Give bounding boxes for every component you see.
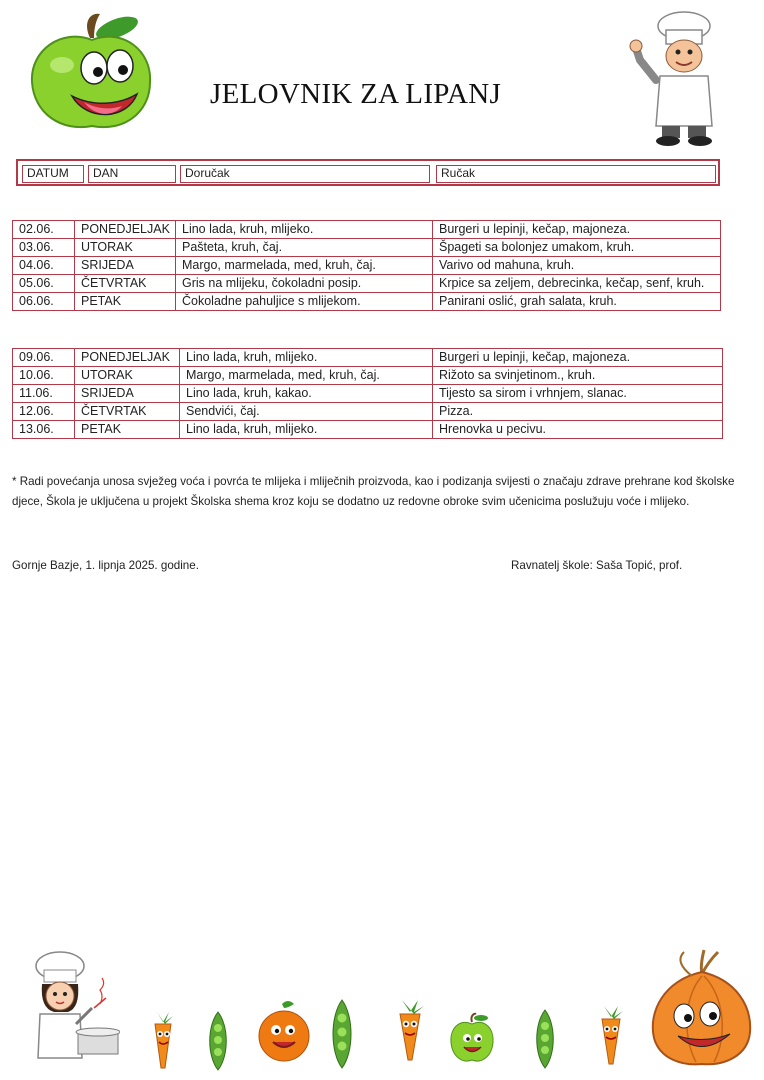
lunch-cell: Tijesto sa sirom i vrhnjem, slanac. [433,385,723,403]
date-cell: 11.06. [13,385,75,403]
lunch-cell: Pizza. [433,403,723,421]
day-cell: UTORAK [75,239,176,257]
lunch-cell: Špageti sa bolonjez umakom, kruh. [433,239,721,257]
header-datum: DATUM [22,165,84,183]
date-cell: 12.06. [13,403,75,421]
school-scheme-note: * Radi povećanja unosa svježeg voća i povrća te mlijeka i mliječnih proizvoda, kao i podizanja svijesti o značaju zdrave prehrane kod školske djece, Škola je uključena u projekt Školska shema kroz koju se dodatno uz redovne obroke svim učenicima poslužuju voće i mlijeko. [12,475,735,508]
breakfast-cell: Lino lada, kruh, mlijeko. [180,349,433,367]
day-cell: PETAK [75,293,176,311]
pea-pod-icon [530,1008,560,1070]
lunch-cell: Hrenovka u pecivu. [433,421,723,439]
orange-icon [256,998,312,1064]
breakfast-cell: Gris na mlijeku, čokoladni posip. [176,275,433,293]
principal-signature: Ravnatelj škole: Saša Topić, prof. [511,559,683,572]
carrot-icon [590,1002,632,1066]
header-rucak: Ručak [436,165,716,183]
menu-table-week2 [12,348,723,439]
table-row [13,421,723,439]
table-row [13,221,721,239]
lunch-cell: Panirani oslić, grah salata, kruh. [433,293,721,311]
date-cell: 09.06. [13,349,75,367]
table-row [13,367,723,385]
apple-mascot-icon [22,10,162,135]
table-row [13,275,721,293]
page-title: JELOVNIK ZA LIPANJ [210,78,502,110]
header-dan: DAN [88,165,176,183]
breakfast-cell: Margo, marmelada, med, kruh, čaj. [176,257,433,275]
column-header-bar [16,159,720,186]
day-cell: SRIJEDA [75,385,180,403]
date-cell: 05.06. [13,275,75,293]
table-row [13,385,723,403]
date-cell: 06.06. [13,293,75,311]
pea-pod-icon [326,998,358,1070]
lunch-cell: Varivo od mahuna, kruh. [433,257,721,275]
lunch-cell: Burgeri u lepinji, kečap, majoneza. [433,221,721,239]
day-cell: ČETVRTAK [75,403,180,421]
table-row [13,349,723,367]
table-row [13,239,721,257]
apple-icon [448,1012,496,1064]
date-cell: 13.06. [13,421,75,439]
day-cell: PONEDJELJAK [75,221,176,239]
lunch-cell: Rižoto sa svinjetinom., kruh. [433,367,723,385]
breakfast-cell: Lino lada, kruh, kakao. [180,385,433,403]
date-cell: 03.06. [13,239,75,257]
header-dorucak: Doručak [180,165,430,183]
breakfast-cell: Čokoladne pahuljice s mlijekom. [176,293,433,311]
date-cell: 02.06. [13,221,75,239]
breakfast-cell: Pašteta, kruh, čaj. [176,239,433,257]
carrot-icon [143,1008,183,1070]
table-row [13,293,721,311]
onion-mascot-icon [644,946,756,1070]
pea-pod-icon [203,1010,233,1072]
date-cell: 04.06. [13,257,75,275]
chef-cooking-icon [20,948,120,1060]
breakfast-cell: Lino lada, kruh, mlijeko. [180,421,433,439]
day-cell: UTORAK [75,367,180,385]
carrot-icon [388,996,432,1062]
chef-thumbs-up-icon [626,8,726,148]
day-cell: PONEDJELJAK [75,349,180,367]
breakfast-cell: Margo, marmelada, med, kruh, čaj. [180,367,433,385]
day-cell: SRIJEDA [75,257,176,275]
breakfast-cell: Sendvići, čaj. [180,403,433,421]
place-date: Gornje Bazje, 1. lipnja 2025. godine. [12,559,199,572]
lunch-cell: Krpice sa zeljem, debrecinka, kečap, senf, kruh. [433,275,721,293]
menu-table-week1 [12,220,721,311]
day-cell: ČETVRTAK [75,275,176,293]
breakfast-cell: Lino lada, kruh, mlijeko. [176,221,433,239]
lunch-cell: Burgeri u lepinji, kečap, majoneza. [433,349,723,367]
table-row [13,257,721,275]
date-cell: 10.06. [13,367,75,385]
table-row [13,403,723,421]
day-cell: PETAK [75,421,180,439]
